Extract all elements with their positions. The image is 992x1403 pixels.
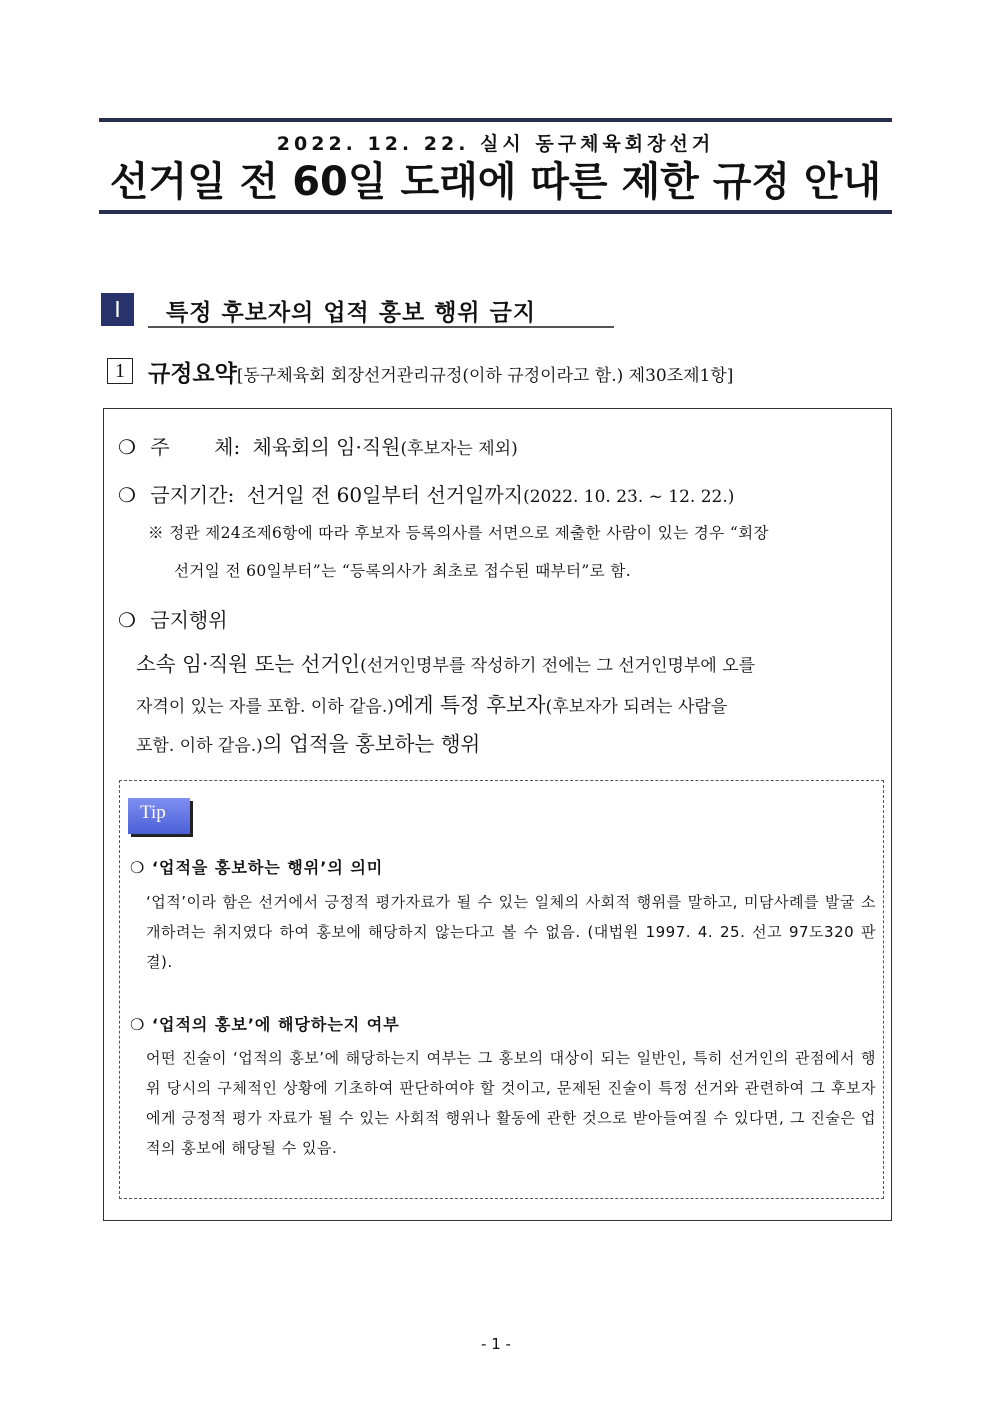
document-title: 선거일 전 60일 도래에 따른 제한 규정 안내 bbox=[109, 159, 882, 205]
period-line bbox=[118, 479, 734, 508]
tip-paragraph-2: 어떤 진술이 ‘업적의 홍보’에 해당하는지 여부는 그 홍보의 대상이 되는 일반인, 특히 선거인의 관점에서 행위 당시의 구체적인 상황에 기초하여 판단하여야 할 것이고, 문제된 진술이 특정 선거와 관련하여 그 후보자에게 긍정적 평가 자료가 될 수 있는 사회적 행위나 활동에 관한 것으로 받아들여질 수 있다면, 그 진술은 업적의 홍보에 해당될 수 있음. bbox=[146, 1049, 876, 1157]
page-number: - 1 - bbox=[481, 1335, 511, 1353]
act-line-2 bbox=[136, 688, 727, 718]
rule-heading-label: 규정요약 bbox=[148, 361, 237, 387]
section-title: 특정 후보자의 업적 홍보 행위 금지 bbox=[166, 300, 537, 326]
act-text-main: 의 업적을 홍보하는 행위 bbox=[262, 732, 481, 756]
bullet-circle-icon: ❍ bbox=[118, 483, 136, 507]
act-text-note: 자격이 있는 자를 포함. 이하 같음.) bbox=[136, 697, 394, 717]
period-label: 금지기간: bbox=[150, 483, 235, 507]
subject-note: (후보자는 제외) bbox=[400, 439, 518, 459]
period-dates: (2022. 10. 23. ~ 12. 22.) bbox=[523, 487, 735, 507]
document-subtitle: 2022. 12. 22. 실시 동구체육회장선거 bbox=[276, 133, 715, 155]
note-line-2: 선거일 전 60일부터”는 “등록의사가 최초로 접수된 때부터”로 함. bbox=[174, 562, 632, 580]
act-line-3 bbox=[136, 727, 480, 757]
subject-text: 체육회의 임·직원 bbox=[252, 435, 401, 459]
bullet-circle-icon: ❍ bbox=[118, 435, 136, 459]
tip-heading-1: ❍ ‘업적을 홍보하는 행위’의 의미 bbox=[130, 858, 384, 877]
header-bottom-rule bbox=[99, 210, 892, 214]
act-text-note: 포함. 이하 같음.) bbox=[136, 736, 263, 756]
header-top-rule bbox=[99, 118, 892, 122]
section-underline bbox=[148, 326, 614, 328]
act-heading-line bbox=[118, 604, 228, 633]
act-text-note: (후보자가 되려는 사람을 bbox=[545, 697, 728, 717]
act-text-main: 에게 특정 후보자 bbox=[393, 693, 546, 717]
tip-badge: Tip bbox=[128, 798, 190, 834]
bullet-circle-icon: ❍ bbox=[118, 608, 136, 632]
act-line-1 bbox=[136, 647, 755, 677]
rule-reference: [동구체육회 회장선거관리규정(이하 규정이라고 함.) 제30조제1항] bbox=[236, 366, 734, 386]
rule-number-box: 1 bbox=[107, 358, 133, 384]
period-text: 선거일 전 60일부터 선거일까지 bbox=[246, 483, 524, 507]
rule-heading bbox=[148, 355, 733, 388]
act-text-note: (선거인명부를 작성하기 전에는 그 선거인명부에 오를 bbox=[360, 656, 756, 676]
tip-heading-2: ❍ ‘업적의 홍보’에 해당하는지 여부 bbox=[130, 1015, 400, 1034]
tip-paragraph-1: ‘업적’이라 함은 선거에서 긍정적 평가자료가 될 수 있는 일체의 사회적 행위를 말하고, 미담사례를 발굴 소개하려는 취지였다 하여 홍보에 해당하지 않는다고 볼 수 없음. (대법원 1997. 4. 25. 선고 97도320 판결). bbox=[146, 893, 876, 971]
act-label: 금지행위 bbox=[150, 608, 228, 632]
section-number-badge: Ⅰ bbox=[101, 293, 134, 326]
note-line-1: ※ 정관 제24조제6항에 따라 후보자 등록의사를 서면으로 제출한 사람이 있는 경우 “회장 bbox=[148, 524, 769, 542]
subject-line bbox=[118, 431, 518, 460]
act-text-main: 소속 임·직원 또는 선거인 bbox=[136, 652, 361, 676]
subject-label: 주 체: bbox=[150, 435, 241, 459]
